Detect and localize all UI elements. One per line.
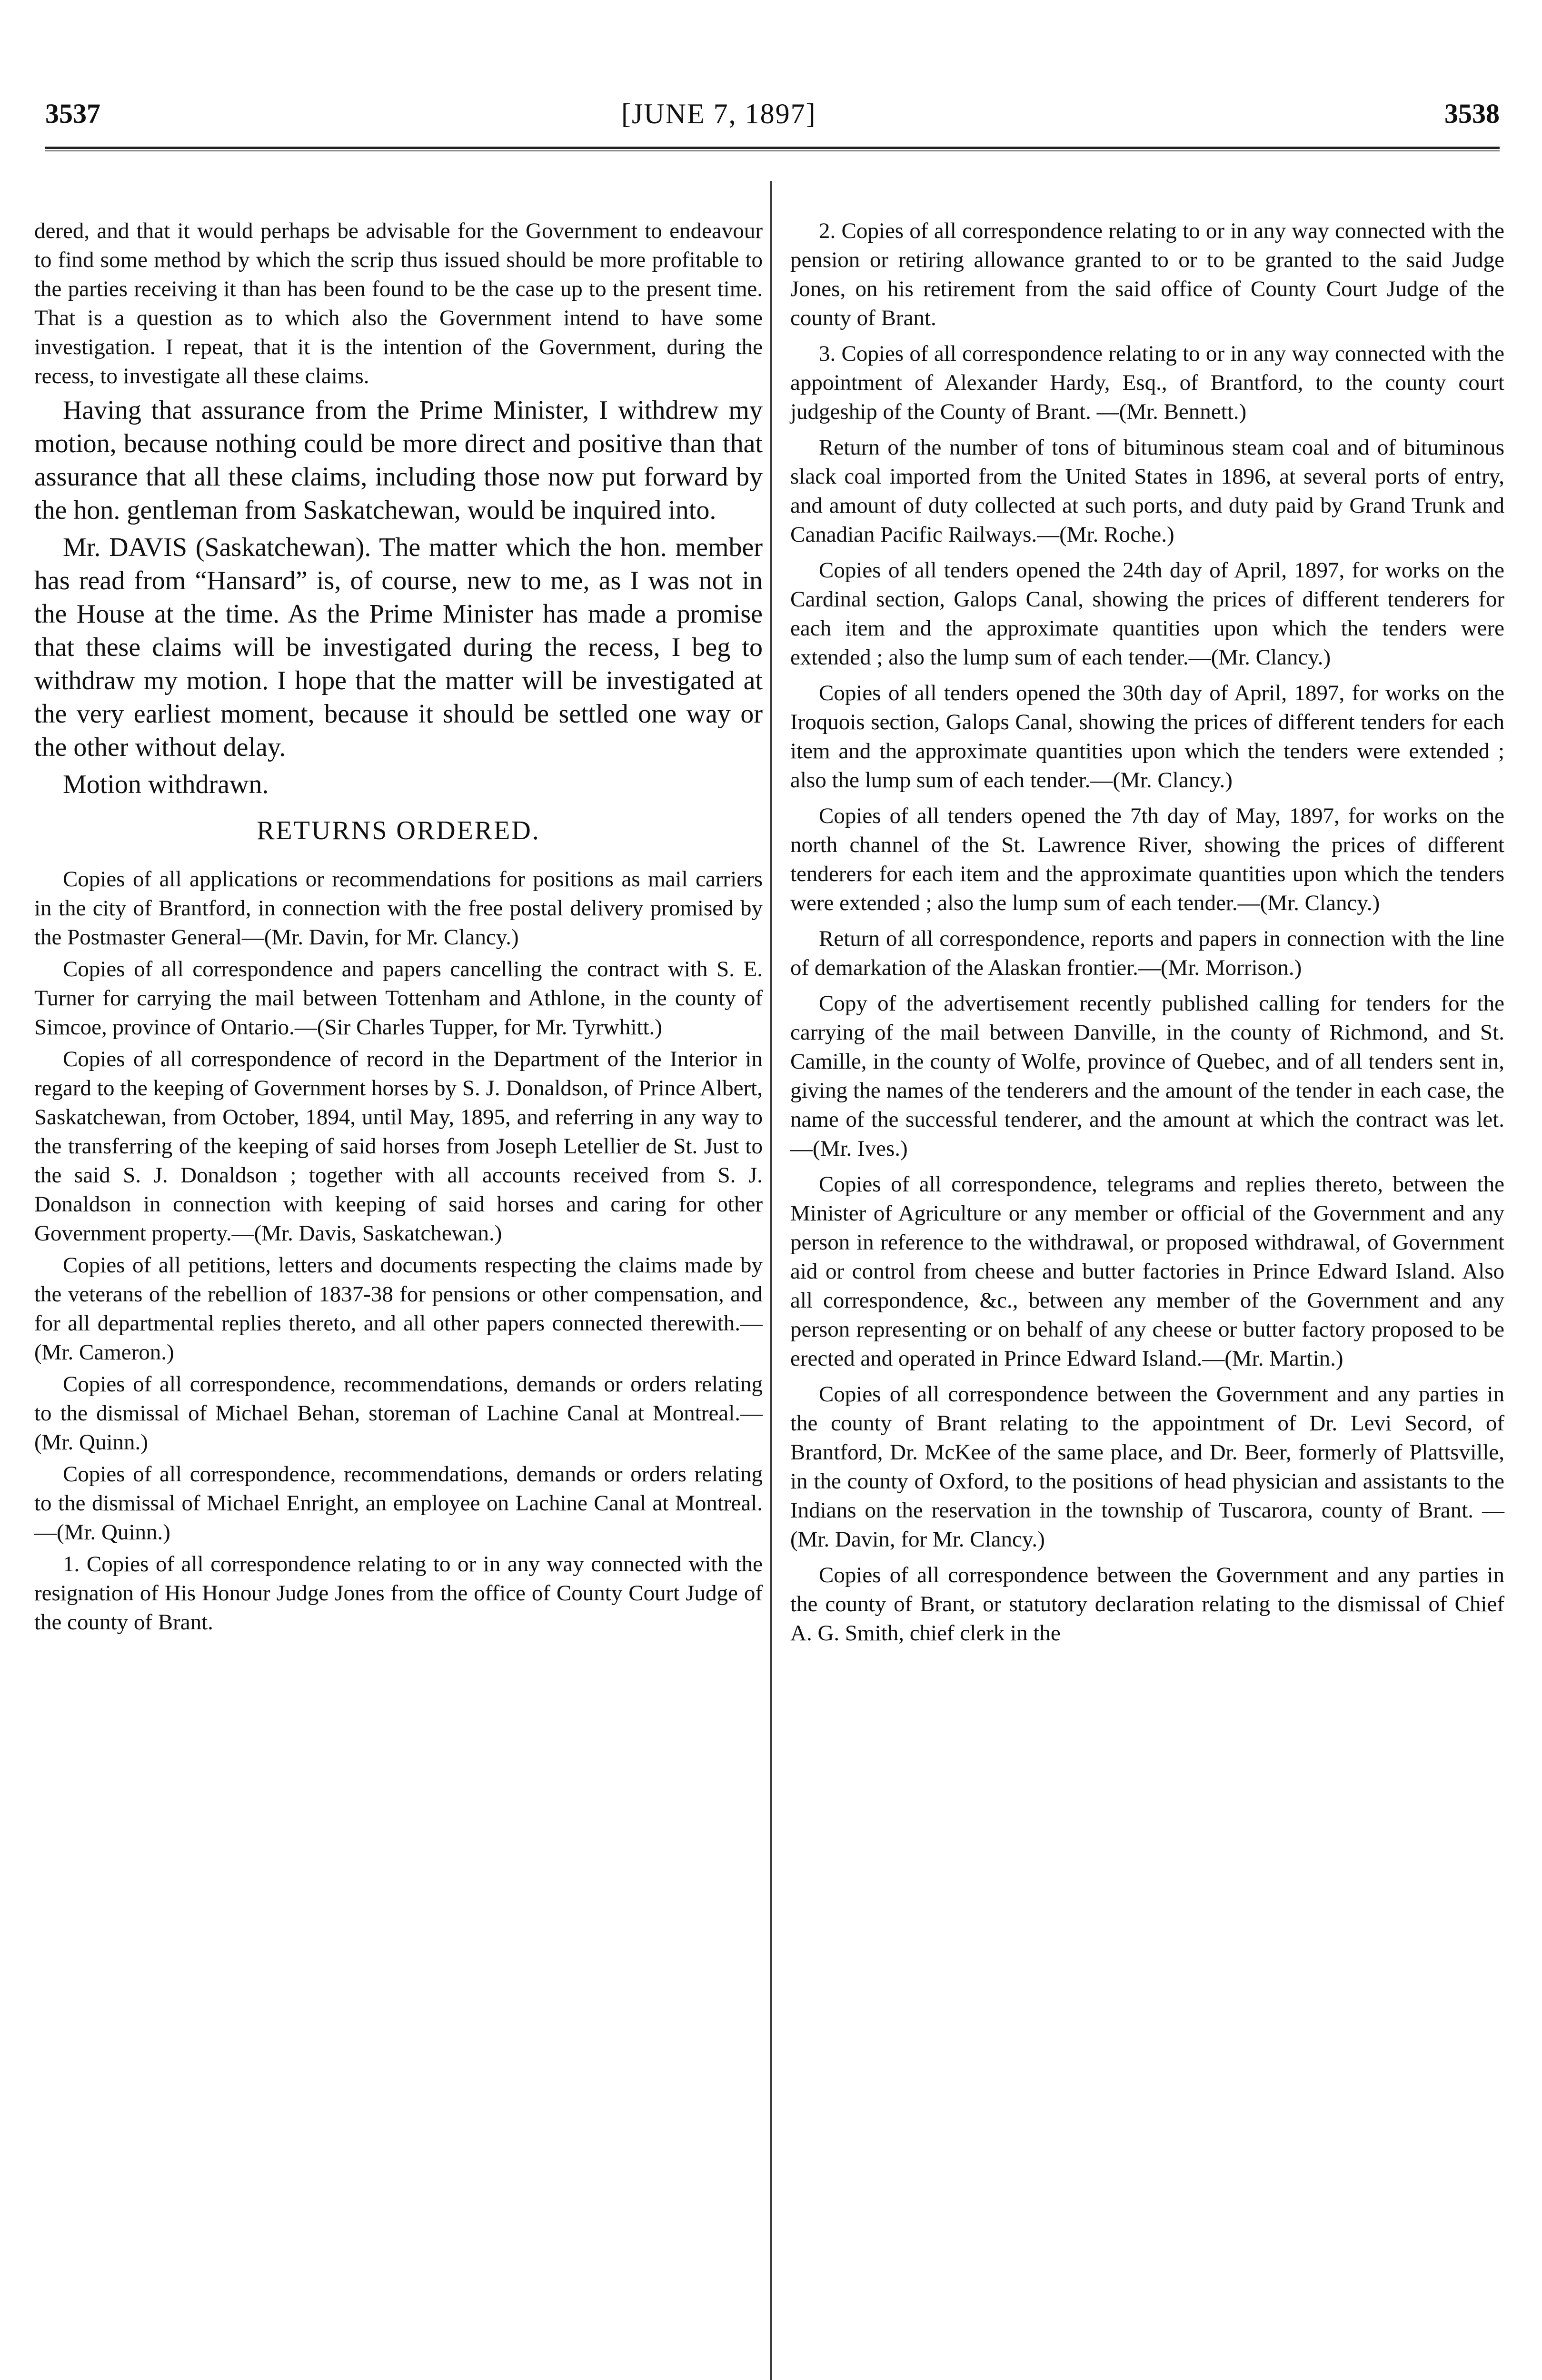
return-item: Copies of all correspondence and papers cancelling the contract with S. E. Turner for carrying the mail between Tottenham and Athlone, in the county of Simcoe, province of Ontario.—(Sir Charles Tupper, for Mr. Tyrwhitt.) xyxy=(34,957,763,1040)
header-rule-thin xyxy=(45,150,1500,151)
return-item: 1. Copies of all correspondence relating to or in any way connected with the resignation of His Honour Judge Jones from the office of County Court Judge of the county of Brant. xyxy=(34,1552,763,1635)
header-rule xyxy=(45,147,1500,149)
return-item: Copies of all tenders opened the 24th day of April, 1897, for works on the Cardinal section, Galops Canal, showing the prices of different tenderers for each item and the approximate quantities upon which the tenders were extended ; also the lump sum of each tender.—(Mr. Clancy.) xyxy=(790,558,1504,670)
right-column xyxy=(790,217,1504,1655)
return-item: Copies of all correspondence between the Government and any parties in the county of Brant relating to the appointment of Dr. Levi Secord, of Brantford, Dr. McKee of the same place, and Dr. Beer, formerly of Plattsville, in the county of Oxford, to the positions of head physician and assistants to the Indians on the reservation in the township of Tuscarora, county of Brant. —(Mr. Davin, for Mr. Clancy.) xyxy=(790,1382,1504,1552)
page-header xyxy=(45,98,1500,136)
right-page-number: 3538 xyxy=(1444,98,1500,129)
left-column xyxy=(34,217,763,1640)
return-item: Return of the number of tons of bituminous steam coal and of bituminous slack coal imported from the United States in 1896, at several ports of entry, and amount of duty collected at such ports, and duty paid by Grand Trunk and Canadian Pacific Railways.—(Mr. Roche.) xyxy=(790,435,1504,547)
motion-withdrawn: Motion withdrawn. xyxy=(63,770,269,799)
return-item: 2. Copies of all correspondence relating to or in any way connected with the pension or retiring allowance granted to or to be granted to the said Judge Jones, on his retirement from the said office of County Court Judge of the county of Brant. xyxy=(790,218,1504,330)
paragraph-davis: Mr. DAVIS (Saskatchewan). The matter which the hon. member has read from “Hansard” is, of course, new to me, as I was not in the House at the time. As the Prime Minister has made a promise that these claims will be investigated during the recess, I beg to withdraw my motion. I hope that the matter will be investigated at the very earliest moment, because it should be settled one way or the other without delay. xyxy=(34,533,763,762)
section-heading-returns-ordered: RETURNS ORDERED. xyxy=(257,816,540,845)
return-item: Copies of all tenders opened the 7th day of May, 1897, for works on the north channel of the St. Lawrence River, showing the prices of different tenderers for each item and the approximate quantities upon which the tenders were extended ; also the lump sum of each tender.—(Mr. Clancy.) xyxy=(790,803,1504,915)
return-item: Copies of all petitions, letters and documents respecting the claims made by the veterans of the rebellion of 1837-38 for pensions or other compensation, and for all departmental replies thereto, and all other papers connected therewith.—(Mr. Cameron.) xyxy=(34,1253,763,1365)
return-item: Copies of all correspondence, telegrams and replies thereto, between the Minister of Agriculture or any member or official of the Government and any person in reference to the withdrawal, or proposed withdrawal, of Government aid or control from cheese and butter factories in Prince Edward Island. Also all correspondence, &c., between any member of the Government and any person representing or on behalf of any cheese or butter factory proposed to be erected and operated in Prince Edward Island.—(Mr. Martin.) xyxy=(790,1172,1504,1371)
return-item: Copy of the advertisement recently published calling for tenders for the carrying of the mail between Danville, in the county of Richmond, and St. Camille, in the county of Wolfe, province of Quebec, and of all tenders sent in, giving the names of the tenderers and the amount of the tender in each case, the name of the successful tenderer, and the amount at which the contract was let.—(Mr. Ives.) xyxy=(790,991,1504,1161)
header-date: [JUNE 7, 1897] xyxy=(621,98,816,129)
return-item: Copies of all correspondence, recommendations, demands or orders relating to the dismissal of Michael Behan, storeman of Lachine Canal at Montreal.—(Mr. Quinn.) xyxy=(34,1372,763,1455)
return-item: Copies of all tenders opened the 30th day of April, 1897, for works on the Iroquois section, Galops Canal, showing the prices of different tenders for each item and the approximate quantities upon which the tenders were extended ; also the lump sum of each tender.—(Mr. Clancy.) xyxy=(790,681,1504,793)
return-item: 3. Copies of all correspondence relating to or in any way connected with the appointment of Alexander Hardy, Esq., of Brantford, to the county court judgeship of the County of Brant. —(Mr. Bennett.) xyxy=(790,341,1504,424)
return-item: Copies of all applications or recommendations for positions as mail carriers in the city of Brantford, in connection with the free postal delivery promised by the Postmaster General—(Mr. Davin, for Mr. Clancy.) xyxy=(34,867,763,950)
column-divider xyxy=(770,181,772,2380)
return-item: Copies of all correspondence of record in the Department of the Interior in regard to the keeping of Government horses by S. J. Donaldson, of Prince Albert, Saskatchewan, from October, 1894, until May, 1895, and referring in any way to the transferring of the keeping of said horses from Joseph Letellier de St. Just to the said S. J. Donaldson ; together with all accounts received from S. J. Donaldson in connection with keeping of said horses and caring for other Government property.—(Mr. Davis, Saskatchewan.) xyxy=(34,1047,763,1246)
paragraph-assurance: Having that assurance from the Prime Minister, I withdrew my motion, because nothing could be more direct and positive than that assurance that all these claims, including those now put forward by the hon. gentleman from Saskatchewan, would be inquired into. xyxy=(34,396,763,525)
paragraph-speech-continued: dered, and that it would perhaps be advisable for the Government to endeavour to find some method by which the scrip thus issued should be more profitable to the parties receiving it than has been found to be the case up to the present time. That is a question as to which also the Government intend to have some investigation. I repeat, that it is the intention of the Government, during the recess, to investigate all these claims. xyxy=(34,218,763,388)
return-item: Copies of all correspondence between the Government and any parties in the county of Brant, or statutory declaration relating to the dismissal of Chief A. G. Smith, chief clerk in the xyxy=(790,1563,1504,1646)
left-page-number: 3537 xyxy=(45,98,100,129)
return-item: Copies of all correspondence, recommendations, demands or orders relating to the dismissal of Michael Enright, an employee on Lachine Canal at Montreal.—(Mr. Quinn.) xyxy=(34,1462,763,1545)
return-item: Return of all correspondence, reports and papers in connection with the line of demarkation of the Alaskan frontier.—(Mr. Morrison.) xyxy=(790,926,1504,980)
